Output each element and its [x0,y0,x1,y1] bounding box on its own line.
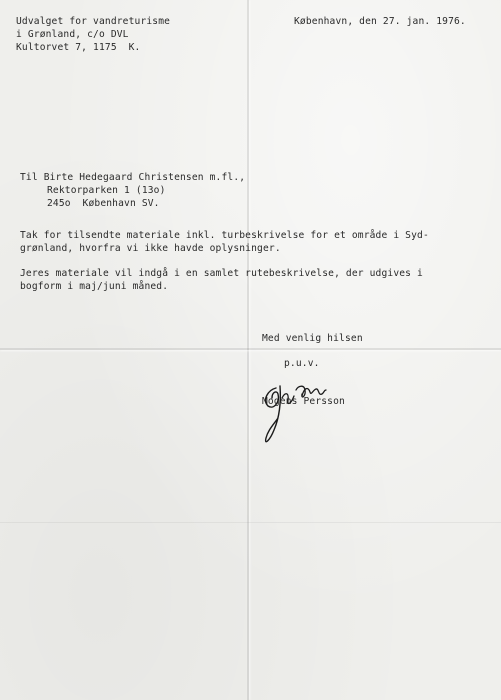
closing-puv: p.u.v. [284,358,320,369]
body-paragraph-1-line-1: Tak for tilsendte materiale inkl. turbeskrivelse for et område i Syd- [20,230,429,241]
vertical-fold-line [247,0,249,700]
horizontal-fold-line [0,348,501,350]
body-paragraph-1-line-2: grønland, hvorfra vi ikke havde oplysninger. [20,243,281,254]
sender-line-3: Kultorvet 7, 1175 K. [16,42,141,53]
sender-line-1: Udvalget for vandreturisme [16,16,171,27]
signer-name: Mogens Persson [262,396,345,407]
date-line: København, den 27. jan. 1976. [294,16,466,27]
recipient-line-3: 245o København SV. [47,198,160,209]
sender-line-2: i Grønland, c/o DVL [16,29,129,40]
recipient-line-1: Til Birte Hedegaard Christensen m.fl., [20,172,246,183]
body-paragraph-2-line-1: Jeres materiale vil indgå i en samlet rutebeskrivelse, der udgives i [20,268,423,279]
closing-greeting: Med venlig hilsen [262,333,363,344]
recipient-line-2: Rektorparken 1 (13o) [47,185,166,196]
horizontal-crease [0,522,501,523]
body-paragraph-2-line-2: bogform i maj/juni måned. [20,281,169,292]
handwritten-signature [258,372,328,452]
